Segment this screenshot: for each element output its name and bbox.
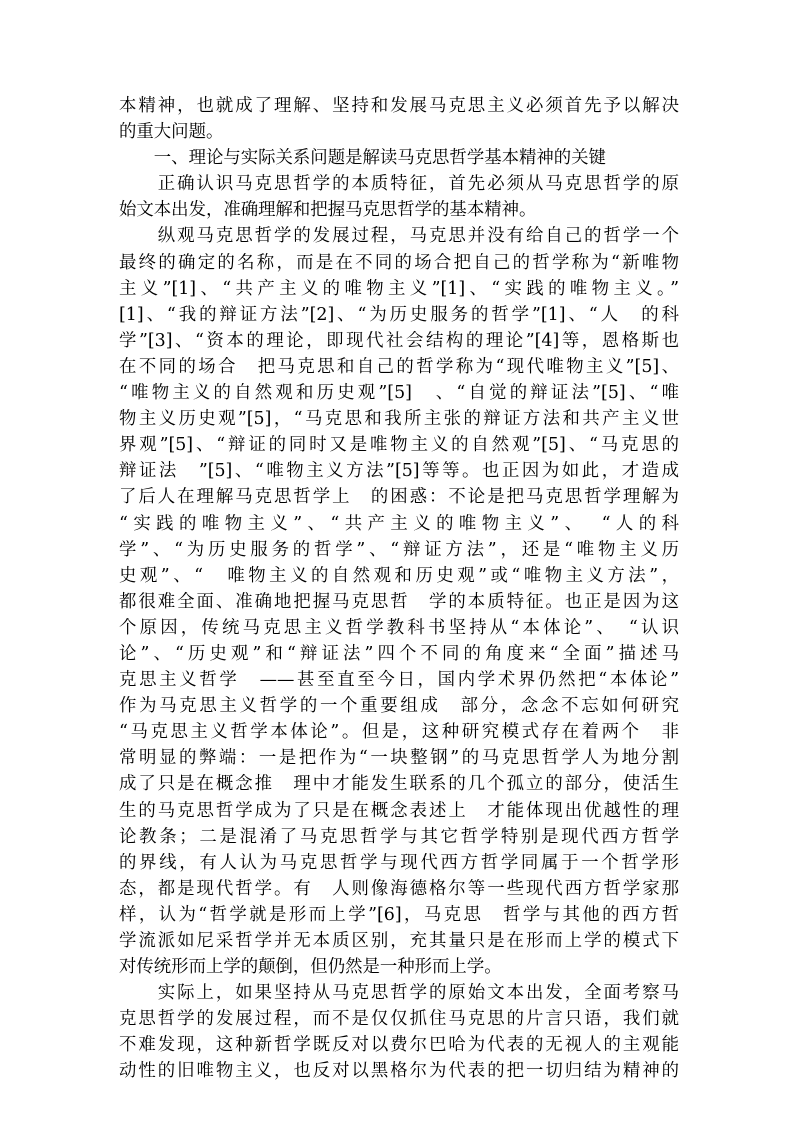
text-line: 纵观马克思哲学的发展过程，马克思并没有给自己的哲学一个 — [119, 226, 679, 247]
text-line: 学”、“为历史服务的哲学”、“辩证方法”，还是“唯物主义历 — [119, 539, 679, 560]
text-line: 学流派如尼采哲学并无本质区别，充其量只是在形而上学的模式下 — [119, 931, 679, 951]
text-line: 都很难全面、准确地把握马克思哲 学的本质特征。也正是因为这 — [119, 591, 679, 612]
text-line: “实践的唯物主义”、“共产主义的唯物主义”、 “人的科 — [119, 513, 679, 534]
text-line: 克思主义哲学 ——甚至直至今日，国内学术界仍然把“本体论” — [119, 670, 679, 691]
text-line: “唯物主义的自然观和历史观”[5] 、“自觉的辩证法”[5]、“唯 — [119, 383, 679, 404]
text-line: [1]、“我的辩证方法”[2]、“为历史服务的哲学”[1]、“人 的科 — [119, 304, 679, 325]
text-line: 最终的确定的名称，而是在不同的场合把自己的哲学称为“新唯物 — [119, 252, 679, 273]
text-line: “马克思主义哲学本体论”。但是，这种研究模式存在着两个 非 — [119, 722, 679, 743]
text-line: 了后人在理解马克思哲学上 的困惑：不论是把马克思哲学理解为 — [119, 487, 679, 508]
text-line: 的重大问题。 — [119, 122, 224, 143]
text-line: 物主义历史观”[5]，“马克思和我所主张的辩证方法和共产主义世 — [119, 409, 679, 430]
text-line: 正确认识马克思哲学的本质特征，首先必须从马克思哲学的原 — [119, 174, 679, 195]
text-line: 成了只是在概念推 理中才能发生联系的几个孤立的部分，使活生 — [119, 774, 679, 795]
text-line: 常明显的弊端：一是把作为“一块整钢”的马克思哲学人为地分割 — [119, 748, 679, 769]
text-line: 作为马克思主义哲学的一个重要组成 部分，念念不忘如何研究 — [119, 696, 679, 717]
text-line: 的界线，有人认为马克思哲学与现代西方哲学同属于一个哲学形 — [119, 852, 679, 873]
text-line: 样，认为“哲学就是形而上学”[6]，马克思 哲学与其他的西方哲 — [119, 904, 679, 925]
text-line: 辩证法 ”[5]、“唯物主义方法”[5]等等。也正因为如此，才造成 — [119, 461, 679, 482]
section-heading: 一、理论与实际关系问题是解读马克思哲学基本精神的关键 — [119, 148, 606, 169]
text-line: 论”、“历史观”和“辩证法”四个不同的角度来“全面”描述马 — [119, 643, 679, 664]
text-line: 论教条；二是混淆了马克思哲学与其它哲学特别是现代西方哲学 — [119, 826, 679, 847]
text-line: 不难发现，这种新哲学既反对以费尔巴哈为代表的无视人的主观能 — [119, 1035, 679, 1056]
text-line: 生的马克思哲学成为了只是在概念表述上 才能体现出优越性的理 — [119, 800, 679, 821]
text-line: 对传统形而上学的颠倒，但仍然是一种形而上学。 — [119, 957, 502, 978]
text-line: 个原因，传统马克思主义哲学教科书坚持从“本体论”、 “认识 — [119, 617, 679, 638]
text-line: 态，都是现代哲学。有 人则像海德格尔等一些现代西方哲学家那 — [119, 878, 679, 899]
text-line: 学”[3]、“资本的理论，即现代社会结构的理论”[4]等，恩格斯也 — [119, 330, 679, 351]
text-line: 动性的旧唯物主义，也反对以黑格尔为代表的把一切归结为精神的 — [119, 1061, 679, 1082]
text-line: 始文本出发，准确理解和把握马克思哲学的基本精神。 — [119, 200, 537, 221]
text-line: 实际上，如果坚持从马克思哲学的原始文本出发，全面考察马 — [119, 983, 679, 1004]
text-line: 克思哲学的发展过程，而不是仅仅抓住马克思的片言只语，我们就 — [119, 1009, 679, 1030]
text-line: 史观”、“ 唯物主义的自然观和历史观”或“唯物主义方法”， — [119, 565, 679, 586]
body-text — [119, 93, 679, 1085]
text-line: 界观”[5]、“辩证的同时又是唯物主义的自然观”[5]、“马克思的 — [119, 435, 679, 456]
text-line: 在不同的场合 把马克思和自己的哲学称为“现代唯物主义”[5]、 — [119, 356, 679, 377]
text-line: 本精神，也就成了理解、坚持和发展马克思主义必须首先予以解决 — [119, 96, 679, 116]
text-line: 主义”[1]、“共产主义的唯物主义”[1]、“实践的唯物主义。” — [119, 278, 679, 299]
